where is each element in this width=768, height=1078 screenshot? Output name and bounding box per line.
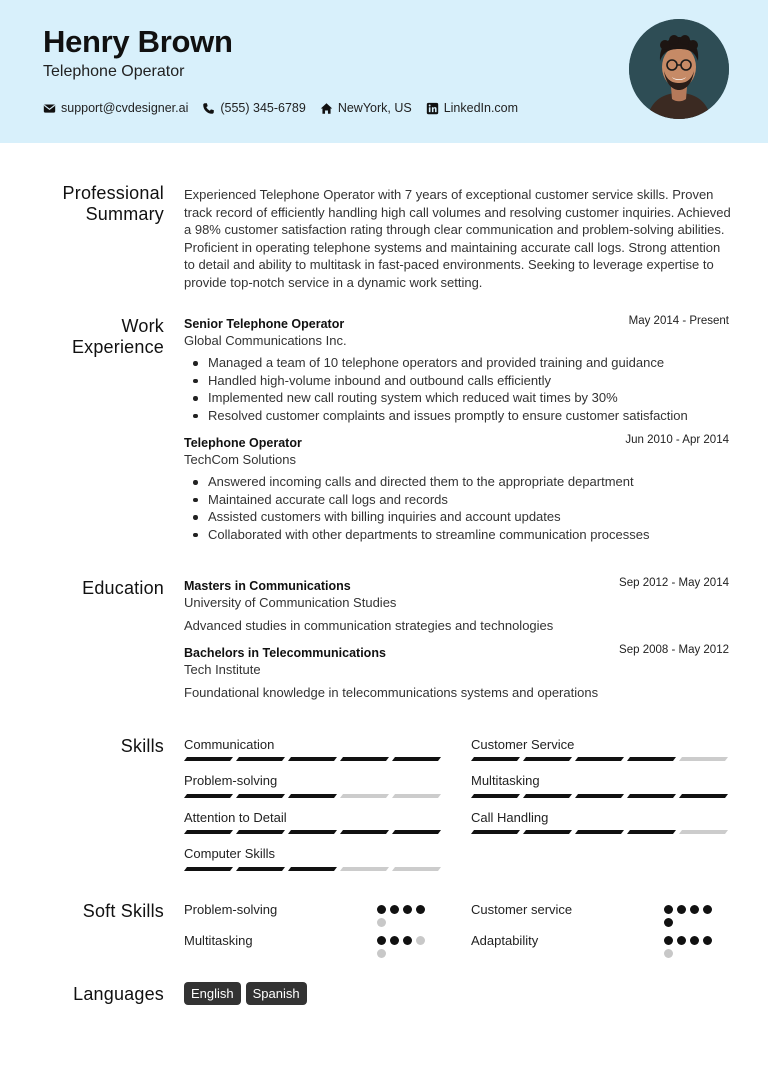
languages-list bbox=[184, 982, 312, 1005]
education-degree: Bachelors in Telecommunications bbox=[184, 646, 386, 660]
soft-skill-dot bbox=[390, 905, 399, 914]
soft-skill-name: Multitasking bbox=[184, 933, 253, 948]
experience-bullets bbox=[190, 354, 688, 424]
skill-level-segment bbox=[340, 794, 389, 798]
skill-rating-bar bbox=[184, 830, 444, 834]
soft-skill-rating bbox=[377, 936, 433, 962]
skill-name: Call Handling bbox=[471, 810, 549, 825]
skill-rating-bar bbox=[471, 830, 731, 834]
soft-skill-name: Adaptability bbox=[471, 933, 539, 948]
soft-skill-dot bbox=[403, 936, 412, 945]
job-title: Telephone Operator bbox=[43, 63, 185, 80]
skill-level-segment bbox=[236, 867, 285, 871]
skill-level-segment bbox=[288, 757, 337, 761]
skill-level-segment bbox=[627, 794, 676, 798]
skill-level-segment bbox=[288, 830, 337, 834]
skill-level-segment bbox=[523, 757, 572, 761]
list-item: Answered incoming calls and directed them to the appropriate department bbox=[190, 473, 650, 491]
soft-skill-dot bbox=[377, 949, 386, 958]
header-banner bbox=[0, 0, 768, 143]
section-heading-experience: Work Experience bbox=[71, 316, 164, 357]
list-item: Implemented new call routing system which reduced wait times by 30% bbox=[190, 389, 688, 407]
skill-level-segment bbox=[236, 830, 285, 834]
skill-level-segment bbox=[184, 830, 233, 834]
skill-level-segment bbox=[392, 830, 441, 834]
list-item: Maintained accurate call logs and records bbox=[190, 491, 650, 509]
experience-bullets bbox=[190, 473, 650, 543]
envelope-icon bbox=[43, 102, 56, 115]
skill-level-segment bbox=[679, 794, 728, 798]
skill-level-segment bbox=[471, 830, 520, 834]
skill-name: Customer Service bbox=[471, 737, 575, 752]
contact-email-text: support@cvdesigner.ai bbox=[61, 101, 189, 115]
skill-level-segment bbox=[523, 830, 572, 834]
soft-skill-dot bbox=[377, 905, 386, 914]
experience-title: Senior Telephone Operator bbox=[184, 317, 345, 331]
soft-skill-dot bbox=[690, 905, 699, 914]
contact-location bbox=[320, 101, 412, 115]
soft-skill-name: Problem-solving bbox=[184, 902, 278, 917]
profile-photo bbox=[629, 19, 729, 119]
soft-skill-dot bbox=[703, 905, 712, 914]
education-description: Advanced studies in communication strategies and technologies bbox=[184, 618, 554, 633]
skill-level-segment bbox=[288, 867, 337, 871]
skill-rating-bar bbox=[184, 794, 444, 798]
soft-skill-dot bbox=[690, 936, 699, 945]
soft-skill-rating bbox=[664, 936, 720, 962]
soft-skill-dot bbox=[664, 936, 673, 945]
soft-skill-dot bbox=[390, 936, 399, 945]
soft-skill-name: Customer service bbox=[471, 902, 573, 917]
soft-skill-dot bbox=[664, 949, 673, 958]
language-badge: Spanish bbox=[246, 982, 307, 1005]
skill-level-segment bbox=[627, 757, 676, 761]
skill-level-segment bbox=[340, 867, 389, 871]
list-item: Collaborated with other departments to streamline communication processes bbox=[190, 526, 650, 544]
skill-level-segment bbox=[471, 757, 520, 761]
education-school: Tech Institute bbox=[184, 662, 261, 677]
skill-name: Problem-solving bbox=[184, 773, 278, 788]
education-date: Sep 2008 - May 2012 bbox=[619, 644, 729, 656]
contact-linkedin-text: LinkedIn.com bbox=[443, 101, 519, 115]
skill-level-segment bbox=[471, 794, 520, 798]
experience-date: May 2014 - Present bbox=[628, 315, 729, 327]
soft-skill-dot bbox=[377, 918, 386, 927]
skill-level-segment bbox=[575, 757, 624, 761]
section-heading-skills: Skills bbox=[120, 736, 164, 756]
section-heading-education: Education bbox=[82, 578, 164, 598]
soft-skill-dot bbox=[677, 905, 686, 914]
skill-level-segment bbox=[184, 794, 233, 798]
experience-company: TechCom Solutions bbox=[184, 452, 296, 467]
soft-skill-rating bbox=[664, 905, 720, 931]
skill-level-segment bbox=[236, 757, 285, 761]
experience-company: Global Communications Inc. bbox=[184, 333, 347, 348]
skill-level-segment bbox=[392, 757, 441, 761]
skill-level-segment bbox=[523, 794, 572, 798]
education-degree: Masters in Communications bbox=[184, 579, 351, 593]
soft-skill-dot bbox=[416, 936, 425, 945]
soft-skill-dot bbox=[677, 936, 686, 945]
contact-location-text: NewYork, US bbox=[337, 101, 412, 115]
section-heading-summary: Professional Summary bbox=[62, 183, 164, 224]
experience-date: Jun 2010 - Apr 2014 bbox=[625, 434, 729, 446]
soft-skill-dot bbox=[403, 905, 412, 914]
education-description: Foundational knowledge in telecommunications systems and operations bbox=[184, 685, 599, 700]
home-icon bbox=[320, 102, 333, 115]
skill-level-segment bbox=[340, 757, 389, 761]
skill-level-segment bbox=[184, 867, 233, 871]
skill-name: Computer Skills bbox=[184, 846, 276, 861]
experience-title: Telephone Operator bbox=[184, 436, 302, 450]
soft-skill-dot bbox=[664, 905, 673, 914]
linkedin-icon bbox=[426, 102, 439, 115]
skill-level-segment bbox=[575, 794, 624, 798]
education-date: Sep 2012 - May 2014 bbox=[619, 577, 729, 589]
soft-skill-dot bbox=[703, 936, 712, 945]
contact-phone-text: (555) 345-6789 bbox=[220, 101, 306, 115]
skill-level-segment bbox=[236, 794, 285, 798]
list-item: Handled high-volume inbound and outbound calls efficiently bbox=[190, 372, 688, 390]
skill-level-segment bbox=[679, 830, 728, 834]
list-item: Assisted customers with billing inquiries and account updates bbox=[190, 508, 650, 526]
avatar-portrait bbox=[629, 19, 729, 119]
skill-rating-bar bbox=[471, 794, 731, 798]
skill-name: Multitasking bbox=[471, 773, 540, 788]
skill-level-segment bbox=[288, 794, 337, 798]
skill-rating-bar bbox=[471, 757, 731, 761]
contact-phone[interactable] bbox=[202, 101, 305, 115]
section-heading-soft-skills: Soft Skills bbox=[82, 901, 164, 921]
skill-name: Attention to Detail bbox=[184, 810, 287, 825]
skill-rating-bar bbox=[184, 757, 444, 761]
section-heading-languages: Languages bbox=[73, 984, 164, 1004]
skill-level-segment bbox=[340, 830, 389, 834]
list-item: Resolved customer complaints and issues promptly to ensure customer satisfaction bbox=[190, 407, 688, 425]
skill-rating-bar bbox=[184, 867, 444, 871]
soft-skill-dot bbox=[664, 918, 673, 927]
skill-name: Communication bbox=[184, 737, 275, 752]
skill-level-segment bbox=[184, 757, 233, 761]
list-item: Managed a team of 10 telephone operators and provided training and guidance bbox=[190, 354, 688, 372]
contact-email[interactable] bbox=[43, 101, 188, 115]
skill-level-segment bbox=[627, 830, 676, 834]
soft-skill-dot bbox=[416, 905, 425, 914]
soft-skill-rating bbox=[377, 905, 433, 931]
summary-text: Experienced Telephone Operator with 7 years of exceptional customer service skills. Proven track record of efficiently handling high call volumes and resolving customer inquiries. Achieved a 98% customer satisfaction rating through clear communication and problem-solving abilities. Proficient in operating telephone systems and maintaining accurate call logs. Strong attention to detail and ability to multitask in fast-paced environments. Seeking to leverage expertise to provide top-notch service in a dynamic work setting. bbox=[184, 187, 731, 290]
language-badge: English bbox=[184, 982, 241, 1005]
education-school: University of Communication Studies bbox=[184, 595, 397, 610]
candidate-name: Henry Brown bbox=[43, 24, 233, 59]
skill-level-segment bbox=[392, 794, 441, 798]
skill-level-segment bbox=[392, 867, 441, 871]
soft-skill-dot bbox=[377, 936, 386, 945]
contact-linkedin[interactable] bbox=[426, 101, 518, 115]
phone-icon bbox=[202, 102, 215, 115]
skill-level-segment bbox=[679, 757, 728, 761]
skill-level-segment bbox=[575, 830, 624, 834]
contact-row bbox=[43, 101, 532, 115]
